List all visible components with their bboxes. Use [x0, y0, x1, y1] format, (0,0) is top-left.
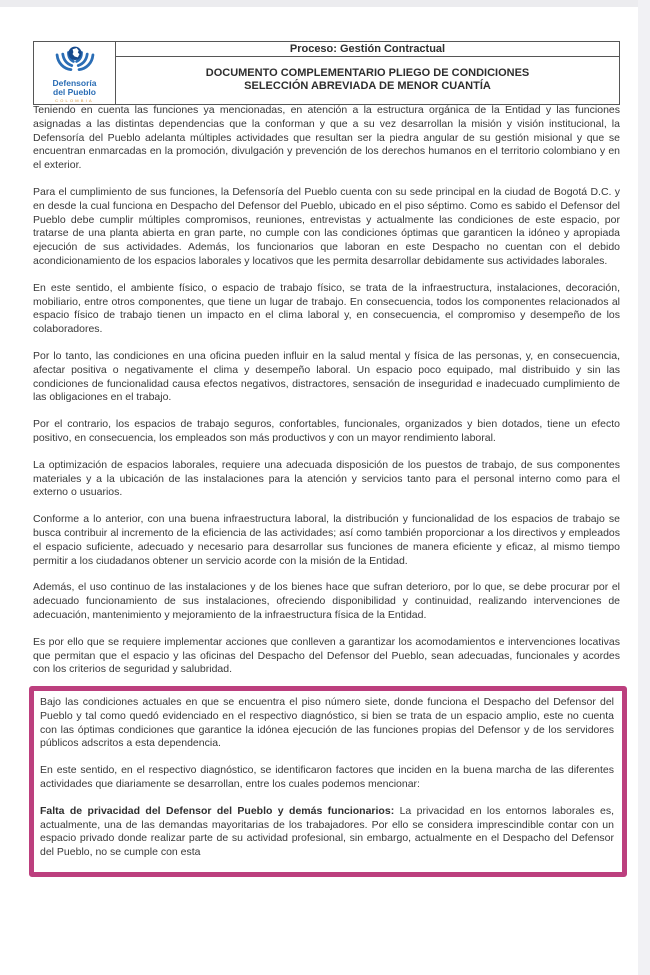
- logo-org-name-line1: Defensoría: [52, 78, 97, 88]
- scan-edge-top: [0, 0, 650, 7]
- paragraph: Teniendo en cuenta las funciones ya mencionadas, en atención a la estructura orgánica de la Entidad y las funciones asignadas a las distintas dependencias que la conforman y que a su vez desarrollan la misión y visión institucional, la Defensoría del Pueblo adelanta múltiples actividades que resultan ser la piedra angular de su gestión misional y que se encuentran enmarcadas en la promoción, divulgación y prevención de los derechos humanos en el territorio colombiano y en el exterior.: [33, 104, 620, 172]
- paragraph: La optimización de espacios laborales, requiere una adecuada disposición de los puestos de trabajo, de sus componentes materiales y a la ubicación de las instalaciones para la atención y servicios tanto para el personal interno como para el externo o usuarios.: [33, 458, 620, 499]
- document-title-line1: DOCUMENTO COMPLEMENTARIO PLIEGO DE CONDICIONES: [205, 66, 530, 79]
- paragraph: Conforme a lo anterior, con una buena infraestructura laboral, la distribución y funcionalidad de los espacios de trabajo se busca contribuir al incremento de la eficiencia de las actividades; así como también proporcionar a los directivos y empleados el espacio suficiente, adecuado y necesario para desarrollar sus funciones de manera eficiente y eficaz, al mismo tiempo permitir a los ciudadanos obtener un servicio acorde con la misión de la Entidad.: [33, 513, 620, 567]
- document-title: [116, 57, 619, 104]
- paragraph: Para el cumplimiento de sus funciones, la Defensoría del Pueblo cuenta con su sede principal en la ciudad de Bogotá D.C. y en desde la cual funciona en Despacho del Defensor del Pueblo, ubicado en el piso séptimo. Como es sabido el Defensor del Pueblo debe cumplir múltiples compromisos, reuniones, entrevistas y actualmente las condiciones de este espacio, por tratarse de una planta abierta en gran parte, no cumple con las condiciones óptimas que garanticen la idóneo y apropiada ejecución de sus actividades. Además, los funcionarios que laboran en este Despacho no cuentan con el debido acondicionamiento de los espacios laborales y locativos que les permita desarrollar debidamente sus actividades laborales.: [33, 185, 620, 267]
- paragraph: Bajo las condiciones actuales en que se encuentra el piso número siete, donde funciona el Despacho del Defensor del Pueblo y tal como quedó evidenciado en el respectivo diagnóstico, si bien se trata de un espacio amplio, este no cuenta con las óptimas condiciones que garantice la idónea ejecución de las funciones propias del Defensor y de los servidores públicos adscritos a esta dependencia.: [40, 696, 614, 750]
- process-label: Proceso: Gestión Contractual: [116, 42, 619, 57]
- defensoria-emblem-icon: [53, 44, 97, 79]
- logo-country-label: COLOMBIA: [55, 98, 94, 103]
- logo-org-name-line2: del Pueblo: [53, 87, 96, 97]
- highlight-annotation-box: [29, 686, 627, 877]
- paragraph: Es por ello que se requiere implementar acciones que conlleven a garantizar los acomodamientos e intervenciones locativas que permitan que el espacio y las oficinas del Despacho del Defensor del Pueblo, sean adecuadas, funcionales y acordes con los criterios de seguridad y salubridad.: [33, 635, 620, 676]
- paragraph: Por el contrario, los espacios de trabajo seguros, confortables, funcionales, organizados y bien dotados, tiene un efecto positivo, en consecuencia, los empleados son más productivos y con un mayor rendimiento laboral.: [33, 418, 620, 444]
- logo-cell: [34, 42, 116, 104]
- paragraph-with-bold-lead: [40, 805, 614, 860]
- header-right-column: [116, 42, 619, 104]
- bold-lead-rest: La privacidad en los entornos laborales es, actualmente, una de las demandas mayoritarias de los trabajadores. Por ello se considera imprescindible contar con un espacio privado donde realizar parte de su actividad profesional, sin embargo, actualmente en el Despacho del Defensor del Pueblo, no se cumple con esta: [40, 804, 614, 859]
- logo-org-name: [53, 79, 97, 97]
- paragraph: En este sentido, el ambiente físico, o espacio de trabajo físico, se trata de la infraestructura, instalaciones, decoración, mobiliario, entre otros componentes, que tiene un lugar de trabajo. En consecuencia, todos los componentes relacionados al espacio físico de trabajo tienen un impacto en el clima laboral y, en consecuencia, el compromiso y desempeño de los colaboradores.: [33, 281, 620, 336]
- document-title-line2: SELECCIÓN ABREVIADA DE MENOR CUANTÍA: [244, 80, 491, 92]
- paragraph: Por lo tanto, las condiciones en una oficina pueden influir en la salud mental y física de las personas, y, en consecuencia, afectar positiva o negativamente el clima y desempeño laboral. Un espacio poco equipado, mal distribuido y sin las condiciones de funcionalidad causa efectos negativos, distractores, sensación de inseguridad e inadecuado cumplimiento de las obligaciones en el trabajo.: [33, 349, 620, 404]
- scan-edge-right: [638, 0, 650, 975]
- bold-lead: Falta de privacidad del Defensor del Pueblo y demás funcionarios:: [40, 804, 395, 817]
- document-body: [33, 104, 620, 877]
- document-header-table: [33, 41, 620, 105]
- paragraph: En este sentido, en el respectivo diagnóstico, se identificaron factores que inciden en la buena marcha de las diferentes actividades que diariamente se desarrollan, entre los cuales podemos mencionar:: [40, 764, 614, 791]
- paragraph: Además, el uso continuo de las instalaciones y de los bienes hace que sufran deterioro, por lo que, se debe procurar por el adecuado funcionamiento de sus instalaciones, ofreciendo disponibilidad y continuidad, realizando intervenciones de adecuación, mantenimiento y mejoramiento de la infraestructura física de la Entidad.: [33, 581, 620, 621]
